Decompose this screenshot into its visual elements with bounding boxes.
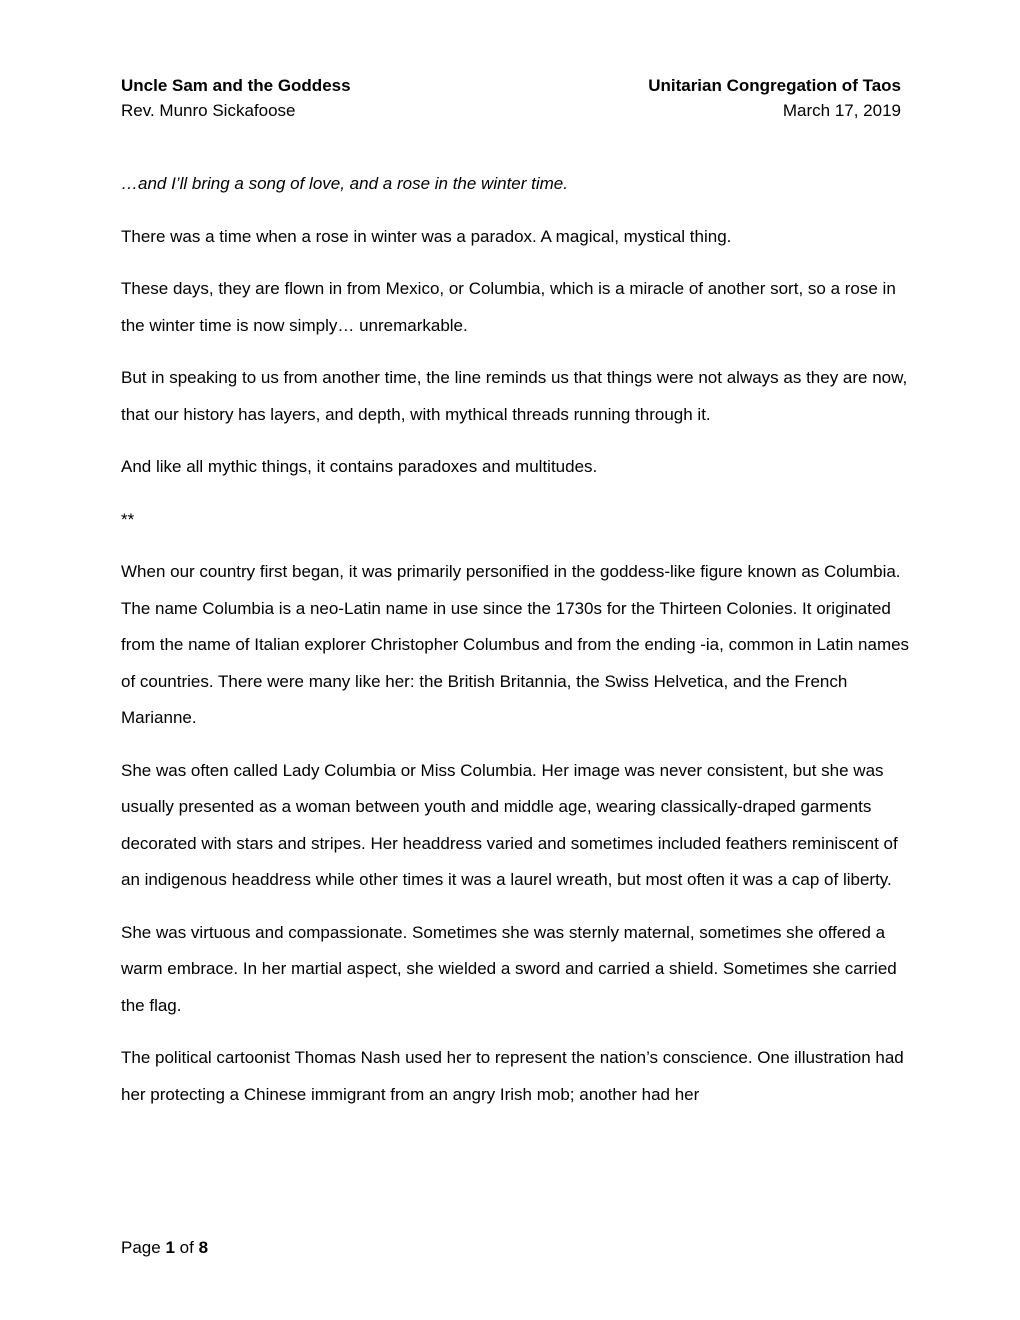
page-word: Page <box>121 1238 161 1257</box>
epigraph: …and I’ll bring a song of love, and a rose in the winter time. <box>121 174 568 193</box>
paragraph: She was virtuous and compassionate. Sometimes she was sternly maternal, sometimes she offered a warm embrace. In her martial aspect, she wielded a sword and carried a shield. Sometimes she carried the flag. <box>121 922 897 1015</box>
of-word: of <box>179 1238 194 1257</box>
document-date: March 17, 2019 <box>782 101 901 120</box>
section-separator: ** <box>121 509 135 529</box>
document-body <box>121 166 911 1129</box>
document-title: Uncle Sam and the Goddess <box>121 76 351 95</box>
paragraph: She was often called Lady Columbia or Miss Columbia. Her image was never consistent, but she was usually presented as a woman between youth and middle age, wearing classically-draped garments decorated with stars and stripes. Her headdress varied and sometimes included feathers reminiscent of an indigenous headdress while other times it was a laurel wreath, but most often it was a cap of liberty. <box>121 760 898 889</box>
paragraph: And like all mythic things, it contains paradoxes and multitudes. <box>121 457 598 476</box>
paragraph: When our country first began, it was primarily personified in the goddess-like figure known as Columbia. The name Columbia is a neo-Latin name in use since the 1730s for the Thirteen Colonies. It originated from the name of Italian explorer Christopher Columbus and from the ending -ia, common in Latin names of countries. There were many like her: the British Britannia, the Swiss Helvetica, and the French Marianne. <box>121 562 910 727</box>
total-pages: 8 <box>198 1238 209 1257</box>
paragraph: These days, they are flown in from Mexico, or Columbia, which is a miracle of another sort, so a rose in the winter time is now simply… unremarkable. <box>121 279 896 335</box>
page-footer <box>121 1238 208 1258</box>
paragraph: There was a time when a rose in winter was a paradox. A magical, mystical thing. <box>121 226 732 246</box>
paragraph: But in speaking to us from another time, the line reminds us that things were not always as they are now, that our history has layers, and depth, with mythical threads running through it. <box>121 368 908 424</box>
paragraph: The political cartoonist Thomas Nash used her to represent the nation’s conscience. One illustration had her protecting a Chinese immigrant from an angry Irish mob; another had her <box>121 1048 904 1104</box>
page-number: 1 <box>165 1238 175 1257</box>
author-name: Rev. Munro Sickafoose <box>121 101 296 120</box>
organization-name: Unitarian Congregation of Taos <box>648 76 901 95</box>
